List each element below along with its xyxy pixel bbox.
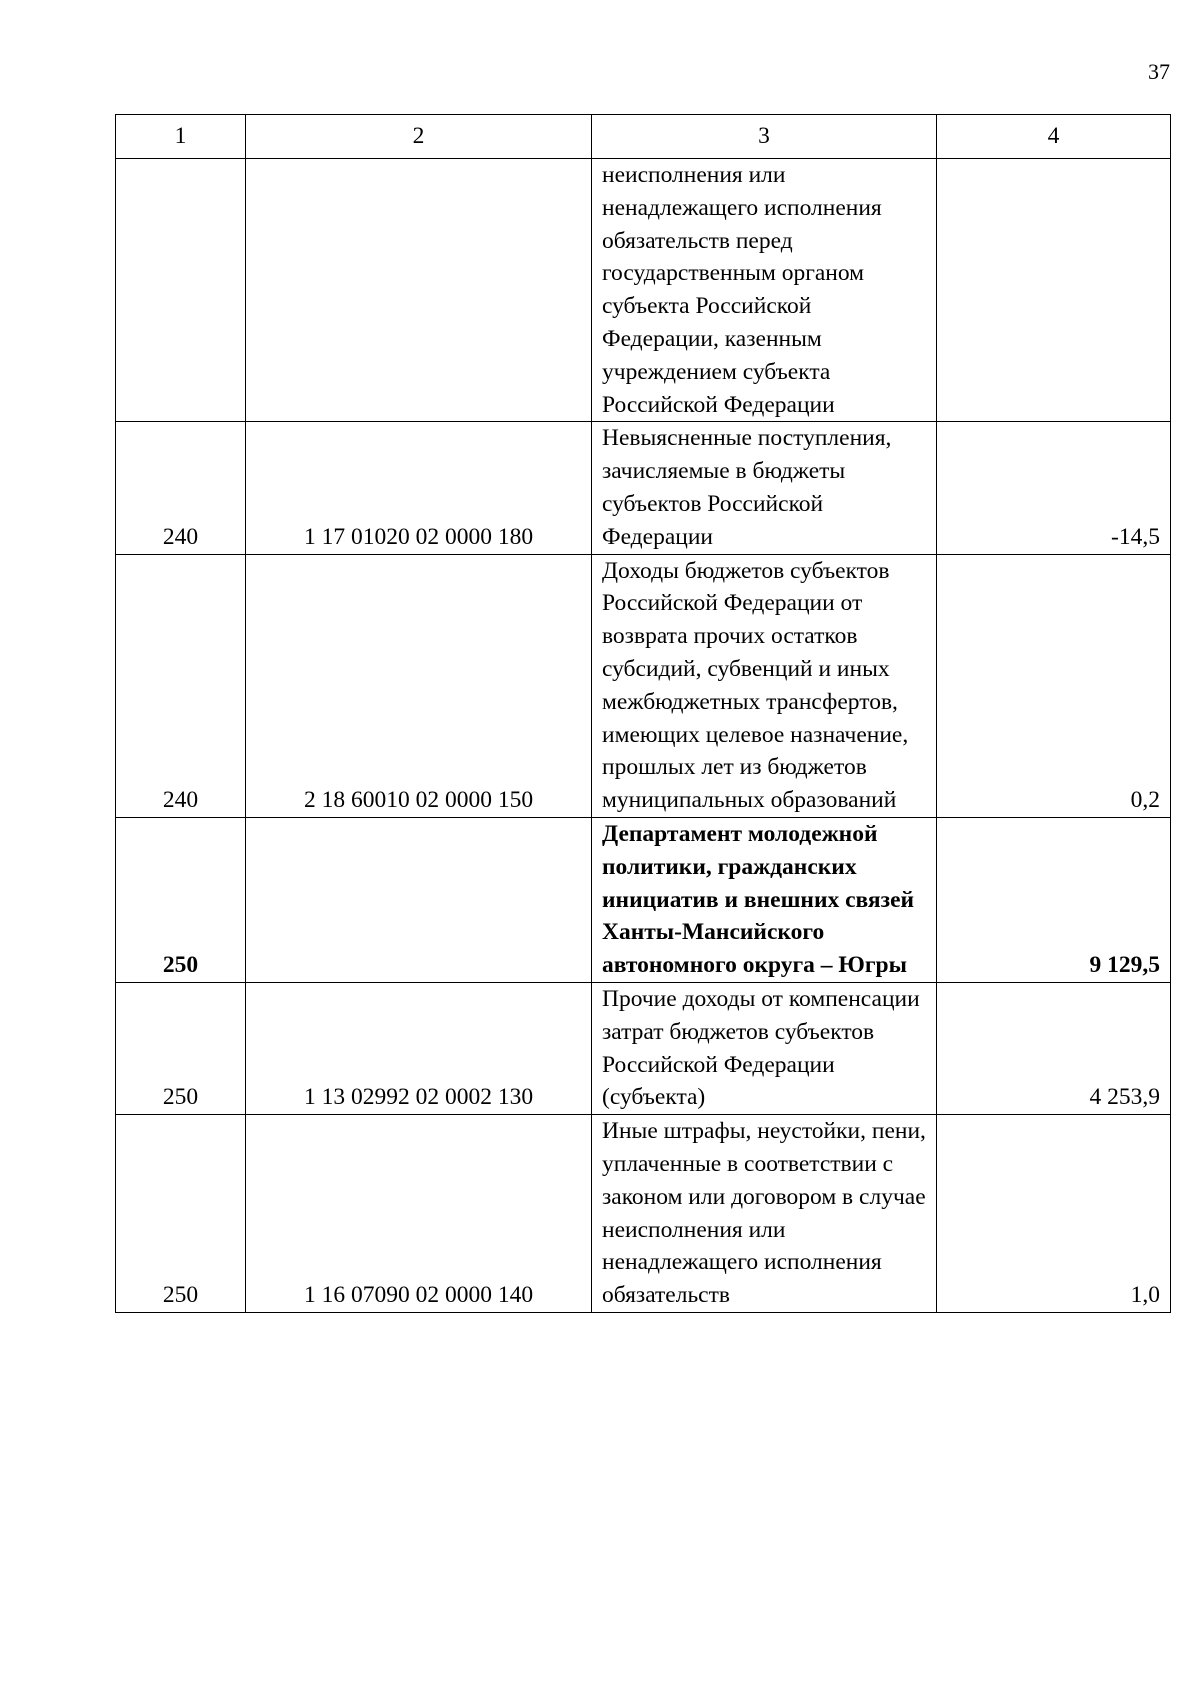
description-cell: Доходы бюджетов субъектов Российской Федерации от возврата прочих остатков субсидий, субвенций и иных межбюджетных трансфертов, имеющих целевое назначение, прошлых лет из бюджетов муниципальных образований bbox=[592, 554, 937, 817]
table-row bbox=[116, 1115, 1171, 1313]
amount-cell: -14,5 bbox=[937, 422, 1171, 554]
admin-code-cell: 250 bbox=[116, 817, 246, 982]
department-name-cell: Департамент молодежной политики, гражданских инициатив и внешних связей Ханты-Мансийского автономного округа – Югры bbox=[592, 817, 937, 982]
admin-code-cell: 240 bbox=[116, 422, 246, 554]
revenue-code-cell: 2 18 60010 02 0000 150 bbox=[246, 554, 592, 817]
amount-cell: 9 129,5 bbox=[937, 817, 1171, 982]
revenue-code-cell: 1 13 02992 02 0002 130 bbox=[246, 982, 592, 1114]
table-row bbox=[116, 422, 1171, 554]
revenue-code-cell: 1 16 07090 02 0000 140 bbox=[246, 1115, 592, 1313]
revenue-table bbox=[115, 114, 1171, 1313]
amount-cell: 0,2 bbox=[937, 554, 1171, 817]
page-number: 37 bbox=[1148, 59, 1170, 84]
table-row-department-total bbox=[116, 817, 1171, 982]
column-header-2: 2 bbox=[246, 115, 592, 159]
amount-cell: 1,0 bbox=[937, 1115, 1171, 1313]
table-header-row bbox=[116, 115, 1171, 159]
revenue-code-cell bbox=[246, 817, 592, 982]
description-cell: неисполнения или ненадлежащего исполнения обязательств перед государственным органом субъекта Российской Федерации, казенным учреждением субъекта Российской Федерации bbox=[592, 159, 937, 422]
admin-code-cell: 250 bbox=[116, 1115, 246, 1313]
description-cell: Иные штрафы, неустойки, пени, уплаченные в соответствии с законом или договором в случае неисполнения или ненадлежащего исполнения обязательств bbox=[592, 1115, 937, 1313]
revenue-code-cell: 1 17 01020 02 0000 180 bbox=[246, 422, 592, 554]
description-cell: Прочие доходы от компенсации затрат бюджетов субъектов Российской Федерации (субъекта) bbox=[592, 982, 937, 1114]
column-header-3: 3 bbox=[592, 115, 937, 159]
column-header-1: 1 bbox=[116, 115, 246, 159]
admin-code-cell bbox=[116, 159, 246, 422]
amount-cell bbox=[937, 159, 1171, 422]
table-row bbox=[116, 982, 1171, 1114]
admin-code-cell: 250 bbox=[116, 982, 246, 1114]
table-row bbox=[116, 159, 1171, 422]
amount-cell: 4 253,9 bbox=[937, 982, 1171, 1114]
admin-code-cell: 240 bbox=[116, 554, 246, 817]
table-row bbox=[116, 554, 1171, 817]
description-cell: Невыясненные поступления, зачисляемые в бюджеты субъектов Российской Федерации bbox=[592, 422, 937, 554]
column-header-4: 4 bbox=[937, 115, 1171, 159]
revenue-code-cell bbox=[246, 159, 592, 422]
